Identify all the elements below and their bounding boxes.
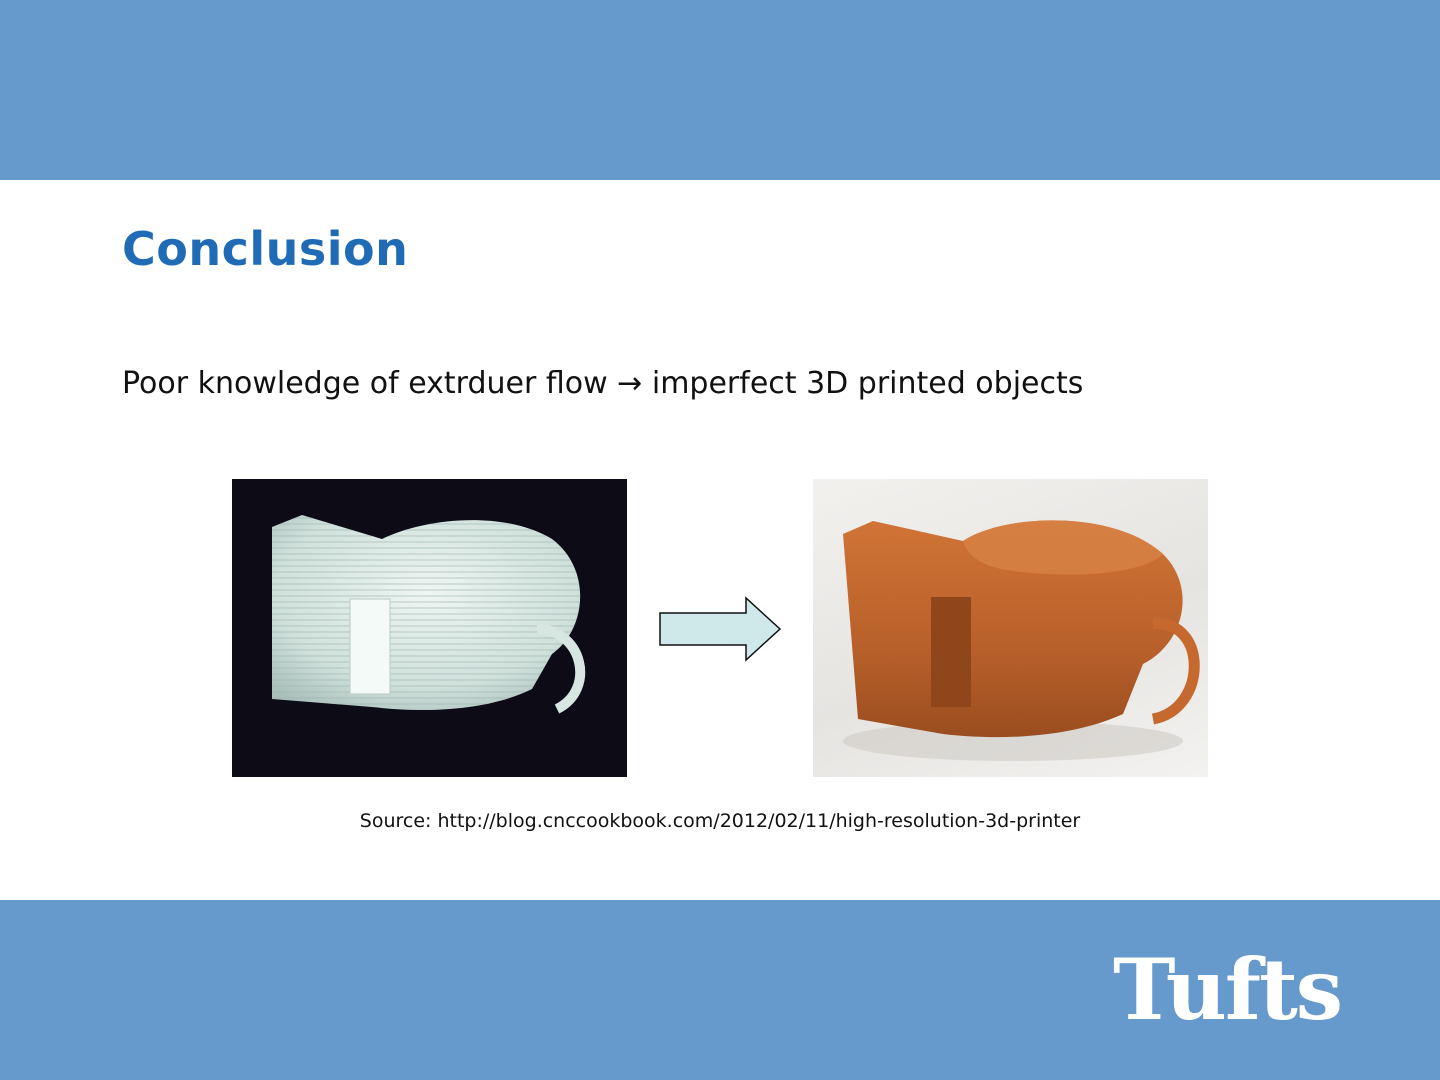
tufts-logo: Tufts bbox=[1113, 940, 1342, 1039]
improvement-arrow-icon bbox=[658, 596, 782, 662]
header-band bbox=[0, 0, 1440, 180]
right-arrow-icon: → bbox=[617, 366, 643, 401]
body-text bbox=[122, 366, 1083, 401]
source-citation: Source: http://blog.cnccookbook.com/2012/02/11/high-resolution-3d-printer bbox=[359, 810, 1081, 832]
high-quality-whistle-photo bbox=[813, 479, 1208, 777]
body-text-effect: imperfect 3D printed objects bbox=[651, 366, 1084, 401]
low-quality-whistle-photo bbox=[232, 479, 627, 777]
body-text-cause: Poor knowledge of extrduer flow bbox=[122, 366, 608, 401]
slide-title: Conclusion bbox=[122, 222, 409, 276]
